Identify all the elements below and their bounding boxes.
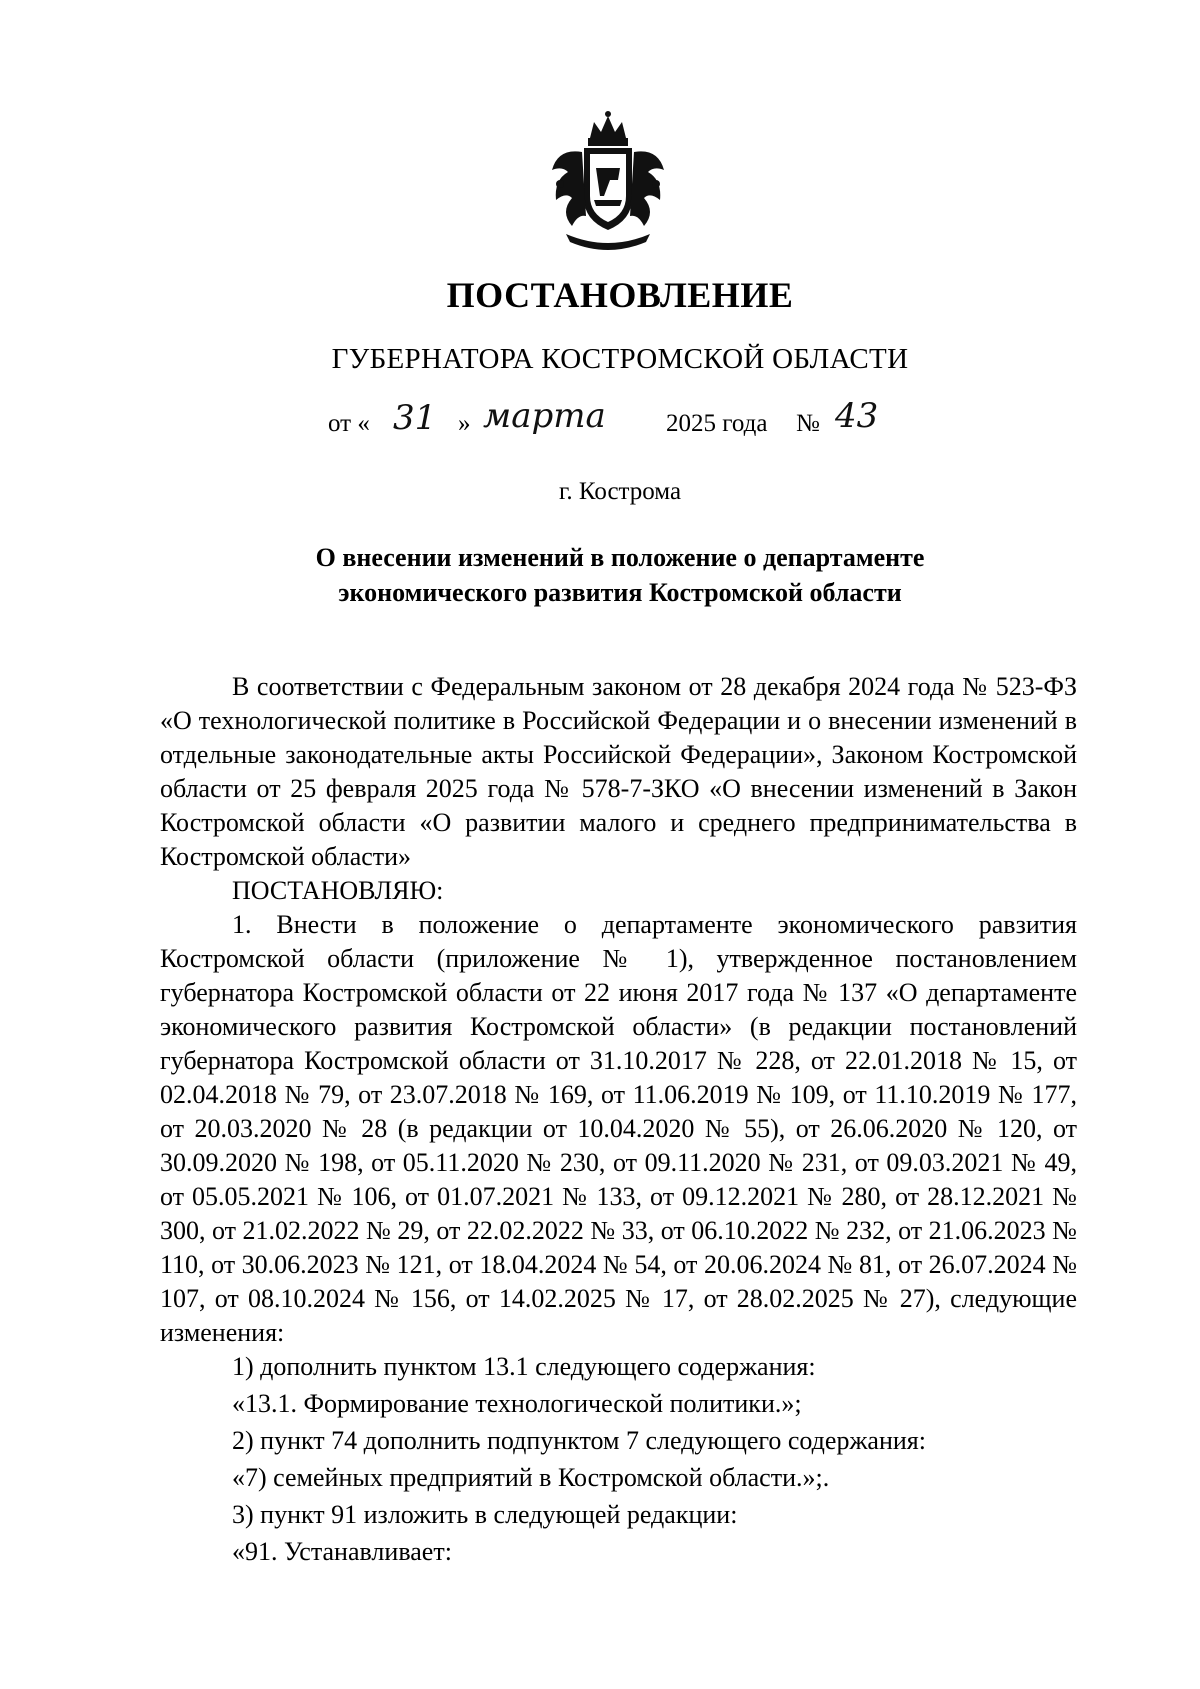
sub-item-2-text: «7) семейных предприятий в Костромской области.»;. [232, 1463, 830, 1492]
preamble-paragraph: В соответствии с Федеральным законом от 28 декабря 2024 года № 523-ФЗ «О технологической политике в Российской Федерации и о внесении изменений в отдельные законодательные акты Российской Федерации», Законом Костромской области от 25 февраля 2025 года № 578-7-ЗКО «О внесении изменений в Закон Костромской области «О развитии малого и среднего предпринимательства в Костромской области» [160, 672, 1077, 871]
date-year: 2025 года [666, 410, 768, 437]
document-title: ПОСТАНОВЛЕНИЕ [446, 275, 794, 315]
sub-item-3: 3) пункт 91 изложить в следующей редакции: [232, 1500, 738, 1529]
decree-number-handwritten: 43 [835, 396, 879, 436]
coat-of-arms-icon [538, 108, 678, 258]
document-body [160, 670, 1077, 1569]
heading-line-1: О внесении изменений в положение о департаменте [315, 543, 925, 572]
sub-item-1-text: «13.1. Формирование технологической политики.»; [232, 1389, 802, 1418]
date-month-handwritten: марта [483, 396, 606, 436]
sub-item-2: 2) пункт 74 дополнить подпунктом 7 следующего содержания: [232, 1426, 926, 1455]
decree-word: ПОСТАНОВЛЯЮ: [232, 876, 444, 905]
issuer-line: ГУБЕРНАТОРА КОСТРОМСКОЙ ОБЛАСТИ [331, 343, 909, 375]
sub-item-1: 1) дополнить пунктом 13.1 следующего содержания: [232, 1352, 816, 1381]
item-1-paragraph: 1. Внести в положение о департаменте экономического равзития Костромской области (приложение № 1), утвержденное постановлением губернатора Костромской области от 22 июня 2017 года № 137 «О департаменте экономического развития Костромской области» (в редакции постановлений губернатора Костромской области от 31.10.2017 № 228, от 22.01.2018 № 15, от 02.04.2018 № 79, от 23.07.2018 № 169, от 11.06.2019 № 109, от 11.10.2019 № 177, от 20.03.2020 № 28 (в редакции от 10.04.2020 № 55), от 26.06.2020 № 120, от 30.09.2020 № 198, от 05.11.2020 № 230, от 09.11.2020 № 231, от 09.03.2021 № 49, от 05.05.2021 № 106, от 01.07.2021 № 133, от 09.12.2021 № 280, от 28.12.2021 № 300, от 21.02.2022 № 29, от 22.02.2022 № 33, от 06.10.2022 № 232, от 21.06.2023 № 110, от 30.06.2023 № 121, от 18.04.2024 № 54, от 20.06.2024 № 81, от 26.07.2024 № 107, от 08.10.2024 № 156, от 14.02.2025 № 17, от 28.02.2025 № 27), следующие изменения: [160, 910, 1077, 1347]
sub-item-3-text: «91. Устанавливает: [232, 1537, 452, 1566]
document-heading [0, 540, 1200, 610]
date-mid: » [458, 410, 471, 437]
date-prefix: от « [328, 410, 370, 437]
date-day-handwritten: 31 [393, 398, 437, 438]
number-sign: № [796, 410, 820, 437]
city: г. Кострома [558, 478, 682, 505]
heading-line-2: экономического развития Костромской области [338, 578, 902, 607]
